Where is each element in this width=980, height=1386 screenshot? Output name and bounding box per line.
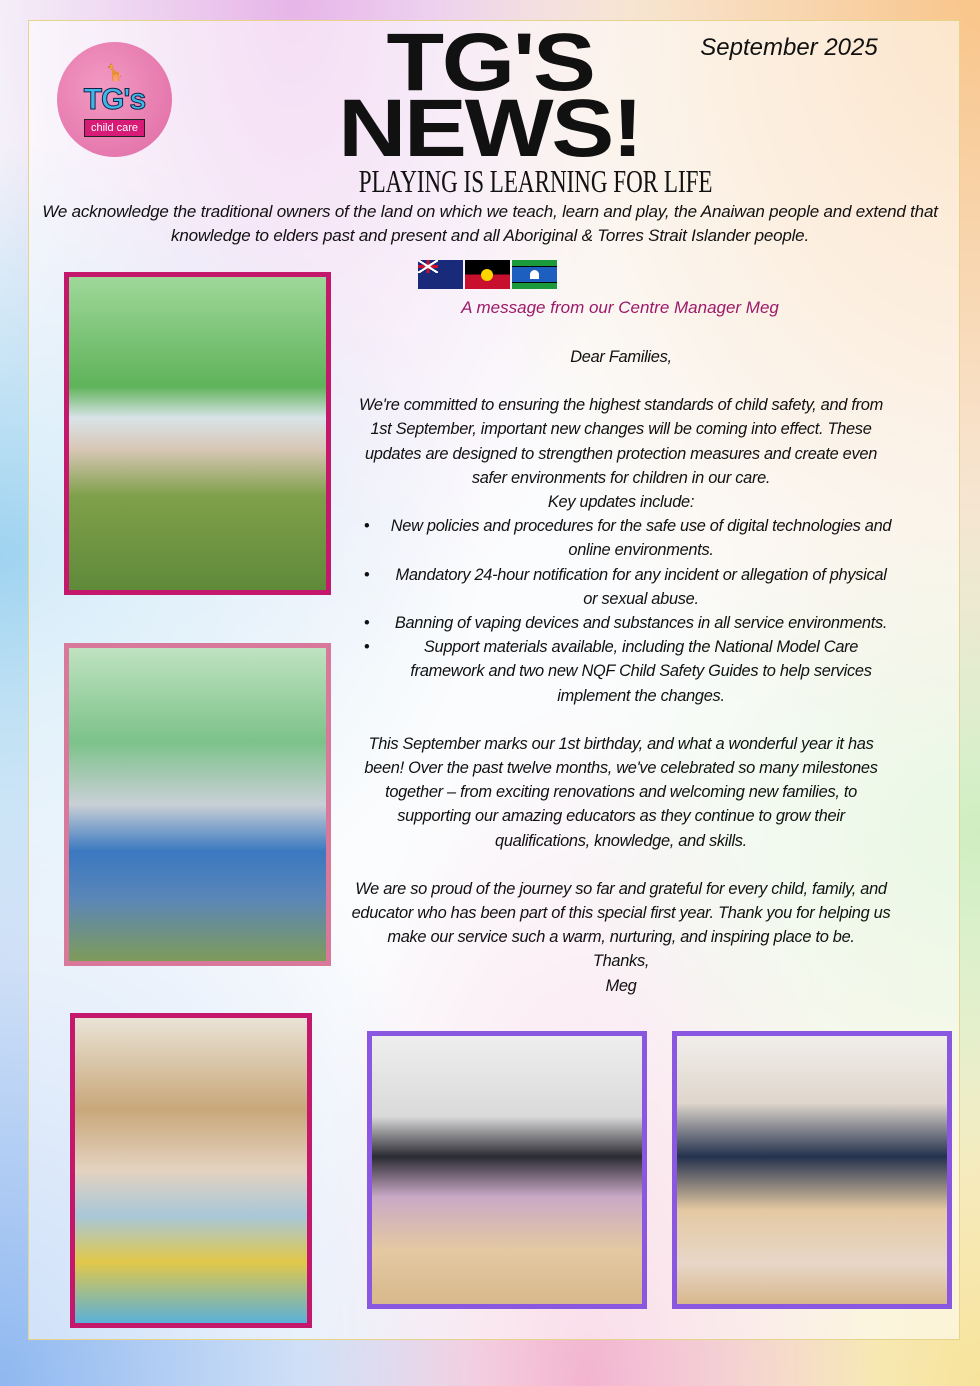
photo-child-painting	[70, 1013, 312, 1328]
aboriginal-flag-icon	[465, 260, 510, 289]
photo-child-umbrella-1	[64, 272, 331, 595]
photo-boys-playdough	[672, 1031, 952, 1309]
intro-paragraph: We're committed to ensuring the highest standards of child safety, and from 1st September, important new changes will be coming into effect. These updates are designed to strengthen protection measures and create even safer environments for children in our care.	[359, 396, 883, 487]
torres-strait-islander-flag-icon	[512, 260, 557, 289]
list-item: • Support materials available, including the National Model Care framework and two new NQF Child Safety Guides to help services implement the changes.	[348, 635, 894, 708]
list-item: • Banning of vaping devices and substances in all service environments.	[348, 611, 894, 635]
signoff: Thanks,	[592, 952, 650, 971]
logo-sub: child care	[84, 119, 145, 137]
newsletter-title	[330, 17, 650, 174]
issue-date: September 2025	[700, 34, 878, 61]
signature: Meg	[605, 976, 637, 995]
australian-flag-icon	[418, 260, 463, 289]
list-item: • Mandatory 24-hour notification for any incident or allegation of physical or sexual abuse.	[348, 563, 894, 611]
flags	[418, 260, 557, 289]
tagline: PLAYING IS LEARNING FOR LIFE	[358, 163, 713, 199]
message-heading: A message from our Centre Manager Meg	[461, 298, 779, 317]
key-updates-label: Key updates include:	[547, 493, 695, 512]
acknowledgement-of-country: We acknowledge the traditional owners of the land on which we teach, learn and play, the Anaiwan people and extend that knowledge to elders past and present and all Aboriginal & Torres Strait Islander people.	[42, 202, 938, 245]
title-line-2: NEWS!	[338, 83, 642, 174]
tagline-container	[290, 163, 713, 199]
title-line-1: TG'S	[386, 17, 594, 108]
logo-brand: TG's	[83, 82, 146, 116]
photo-educator-playdough	[367, 1031, 647, 1309]
key-updates-list	[348, 514, 894, 708]
list-item: • New policies and procedures for the safe use of digital technologies and online environments.	[348, 514, 894, 562]
photo-child-umbrella-2	[64, 643, 331, 966]
greeting: Dear Families,	[570, 348, 672, 366]
manager-letter	[348, 345, 894, 998]
birthday-paragraph: This September marks our 1st birthday, and what a wonderful year it has been! Over the past twelve months, we've celebrated so many milestones together – from exciting renovations and welcoming new families, to supporting our amazing educators as they continue to grow their qualifications, knowledge, and skills.	[364, 734, 878, 850]
tgs-child-care-logo	[57, 42, 172, 157]
giraffe-icon: 🦒	[104, 64, 125, 82]
thanks-paragraph: We are so proud of the journey so far and grateful for every child, family, and educator who has been part of this special first year. Thank you for helping us make our service such a warm, nurturing, and inspiring place to be.	[351, 879, 891, 947]
